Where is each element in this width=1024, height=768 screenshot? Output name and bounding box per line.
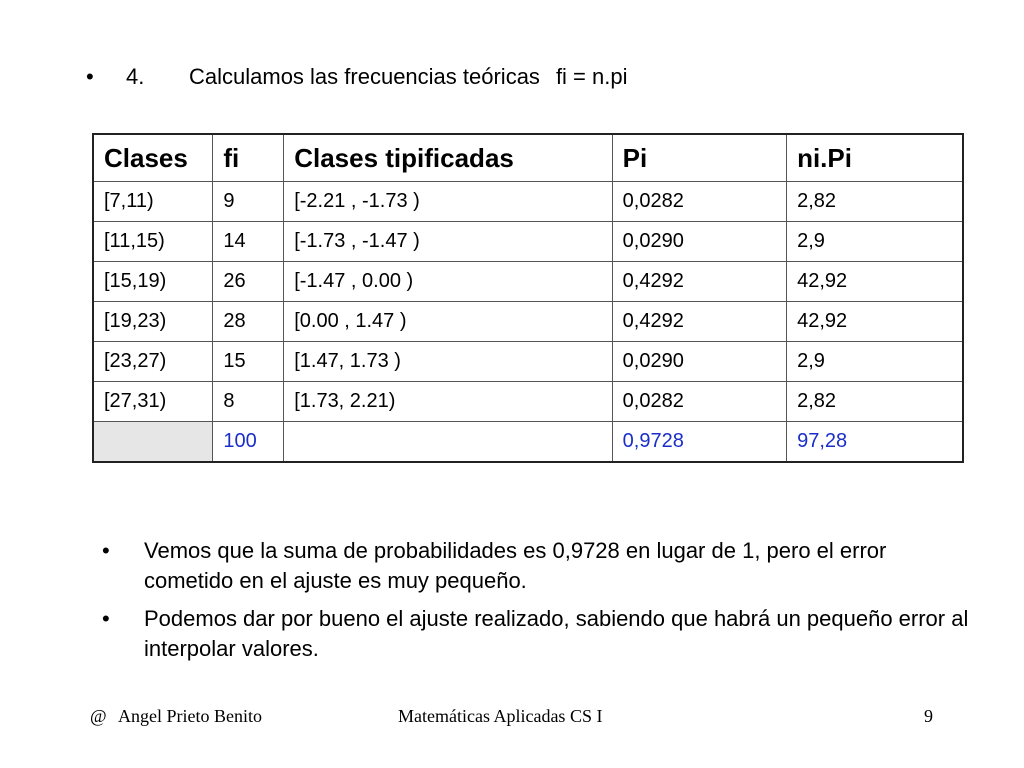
cell-clase-tipificada: [0.00 , 1.47 ) — [284, 302, 612, 342]
note-text: Vemos que la suma de probabilidades es 0,9728 en lugar de 1, pero el error cometido en el ajuste es muy pequeño. — [144, 538, 887, 593]
header-pi: Pi — [612, 134, 786, 182]
at-symbol: @ — [90, 706, 107, 726]
total-empty-cell — [284, 422, 612, 463]
footer-course: Matemáticas Aplicadas CS I — [398, 706, 603, 726]
table-row — [93, 302, 963, 342]
cell-clase: [15,19) — [93, 262, 213, 302]
footer-author — [90, 706, 262, 727]
cell-ni-pi: 42,92 — [787, 262, 963, 302]
intro-text: Calculamos las frecuencias teóricas — [189, 64, 540, 89]
slide-footer — [0, 706, 1024, 732]
bullet-icon: • — [102, 606, 110, 631]
cell-clase-tipificada: [1.47, 1.73 ) — [284, 342, 612, 382]
cell-fi: 28 — [213, 302, 284, 342]
bullet-icon: • — [102, 538, 110, 563]
table-row — [93, 262, 963, 302]
cell-pi: 0,0290 — [612, 342, 786, 382]
table-row — [93, 222, 963, 262]
cell-pi: 0,4292 — [612, 302, 786, 342]
cell-clase: [23,27) — [93, 342, 213, 382]
total-empty-cell — [93, 422, 213, 463]
page-number: 9 — [924, 706, 933, 726]
header-fi: fi — [213, 134, 284, 182]
cell-fi: 15 — [213, 342, 284, 382]
header-clases: Clases — [93, 134, 213, 182]
list-item — [100, 536, 970, 596]
cell-clase-tipificada: [-1.47 , 0.00 ) — [284, 262, 612, 302]
cell-fi: 14 — [213, 222, 284, 262]
cell-clase-tipificada: [-1.73 , -1.47 ) — [284, 222, 612, 262]
cell-pi: 0,4292 — [612, 262, 786, 302]
total-fi: 100 — [213, 422, 284, 463]
cell-ni-pi: 42,92 — [787, 302, 963, 342]
cell-clase: [7,11) — [93, 182, 213, 222]
cell-clase: [27,31) — [93, 382, 213, 422]
cell-fi: 9 — [213, 182, 284, 222]
cell-pi: 0,0282 — [612, 182, 786, 222]
conclusion-list — [100, 536, 970, 672]
note-text: Podemos dar por bueno el ajuste realizado, sabiendo que habrá un pequeño error al interpolar valores. — [144, 606, 969, 661]
table-row — [93, 182, 963, 222]
table-header-row — [93, 134, 963, 182]
cell-fi: 8 — [213, 382, 284, 422]
cell-clase: [11,15) — [93, 222, 213, 262]
total-ni-pi: 97,28 — [787, 422, 963, 463]
table-row — [93, 342, 963, 382]
cell-ni-pi: 2,9 — [787, 342, 963, 382]
header-clases-tipificadas: Clases tipificadas — [284, 134, 612, 182]
cell-pi: 0,0290 — [612, 222, 786, 262]
intro-formula: fi = n.pi — [555, 64, 628, 89]
cell-fi: 26 — [213, 262, 284, 302]
bullet-icon: • — [86, 64, 94, 89]
author-name: Angel Prieto Benito — [118, 706, 262, 726]
totals-row — [93, 422, 963, 463]
intro-line — [86, 62, 627, 92]
table-row — [93, 382, 963, 422]
cell-pi: 0,0282 — [612, 382, 786, 422]
header-ni-pi: ni.Pi — [787, 134, 963, 182]
step-number: 4. — [126, 64, 145, 89]
frequency-table — [92, 133, 964, 463]
cell-clase-tipificada: [1.73, 2.21) — [284, 382, 612, 422]
cell-ni-pi: 2,82 — [787, 382, 963, 422]
cell-ni-pi: 2,9 — [787, 222, 963, 262]
total-pi: 0,9728 — [612, 422, 786, 463]
cell-clase-tipificada: [-2.21 , -1.73 ) — [284, 182, 612, 222]
list-item — [100, 604, 970, 664]
cell-clase: [19,23) — [93, 302, 213, 342]
cell-ni-pi: 2,82 — [787, 182, 963, 222]
